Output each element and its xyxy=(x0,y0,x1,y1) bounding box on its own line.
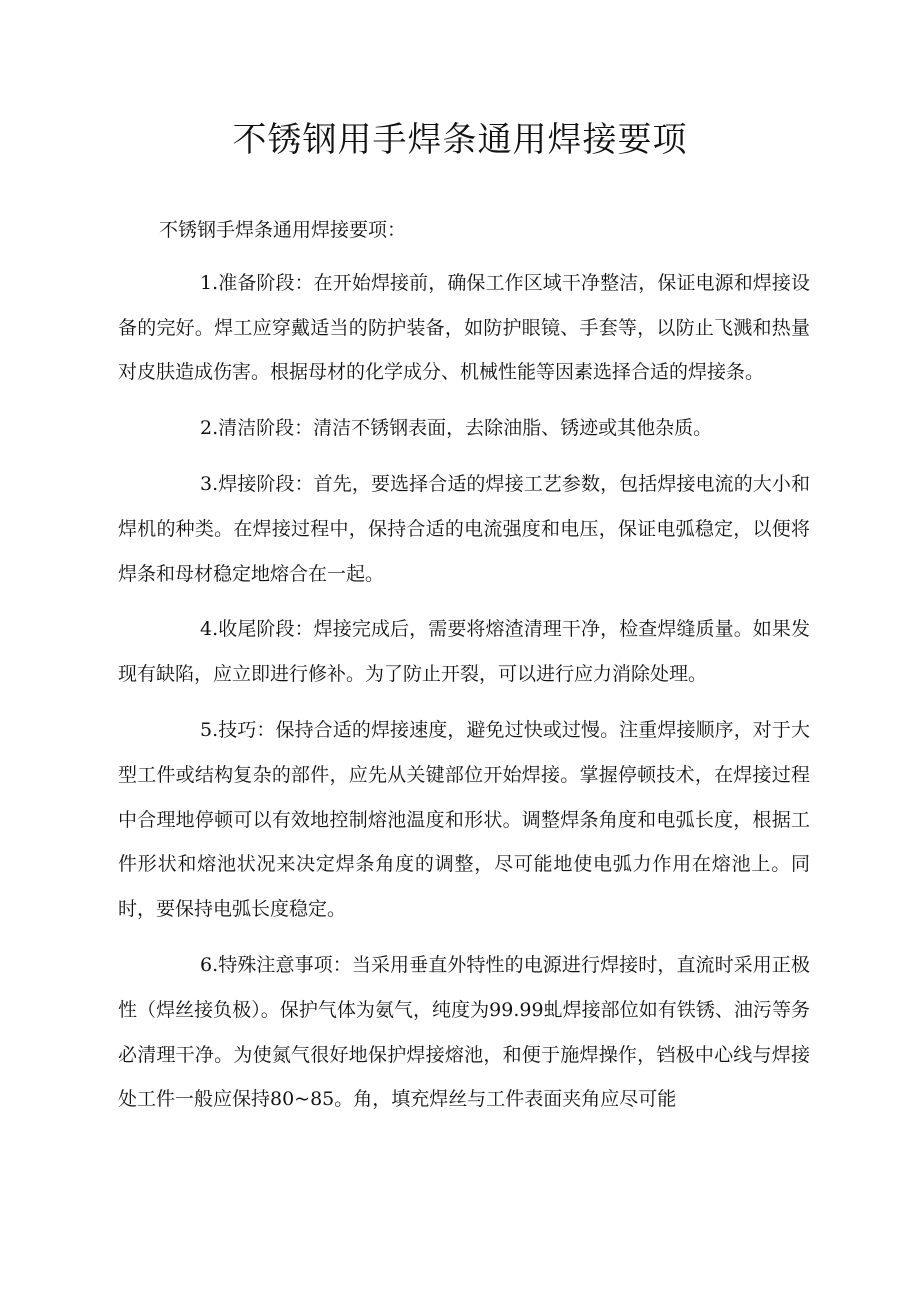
item-number: 5 xyxy=(200,718,213,741)
intro-paragraph: 不锈钢手焊条通用焊接要项： xyxy=(159,219,407,241)
item-text: .清洁阶段：清洁不锈钢表面，去除油脂、锈迹或其他杂质。 xyxy=(212,417,713,440)
document-body xyxy=(118,208,810,1133)
item-number: 3 xyxy=(200,472,213,495)
item-paragraph-4 xyxy=(118,607,810,697)
item-text: .技巧：保持合适的焊接速度，避免过快或过慢。注重焊接顺序，对于大型工件或结构复杂的部件，应先从关键部位开始焊接。掌握停顿技术，在焊接过程中合理地停顿可以有效地控制熔池温度和形状。调整焊条角度和电弧长度，根据工件形状和熔池状况来决定焊条角度的调整，尽可能地使电弧力作用在熔池上。同时，要保持电弧长度稳定。 xyxy=(118,718,810,921)
item-paragraph-3 xyxy=(118,462,810,596)
item-text: .特殊注意事项：当采用垂直外特性的电源进行焊接时，直流时采用正极性（焊丝接负极）。保护气体为氨气，纯度为99.99虬焊接部位如有铁锈、油污等务必清理干净。为使氮气很好地保护焊接熔池，和便于施焊操作，铛极中心线与焊接处工件一般应保持80~85。角，填充焊丝与工件表面夹角应尽可能 xyxy=(118,953,810,1111)
item-number: 2 xyxy=(200,417,213,440)
item-text: .焊接阶段：首先，要选择合适的焊接工艺参数，包括焊接电流的大小和焊机的种类。在焊接过程中，保持合适的电流强度和电压，保证电弧稳定，以便将焊条和母材稳定地熔合在一起。 xyxy=(118,472,810,585)
item-number: 6 xyxy=(200,953,213,976)
item-number: 1 xyxy=(200,271,213,294)
item-number: 4 xyxy=(200,618,213,641)
item-paragraph-5 xyxy=(118,708,810,932)
item-text: .收尾阶段：焊接完成后，需要将熔渣清理干净，检查焊缝质量。如果发现有缺陷，应立即进行修补。为了防止开裂，可以进行应力消除处理。 xyxy=(118,618,810,686)
item-paragraph-2 xyxy=(118,406,810,451)
item-paragraph-6 xyxy=(118,943,810,1122)
document-title: 不锈钢用手焊条通用焊接要项 xyxy=(232,120,688,160)
item-paragraph-1 xyxy=(118,261,810,395)
item-text: .准备阶段：在开始焊接前，确保工作区域干净整洁，保证电源和焊接设备的完好。焊工应穿戴适当的防护装备，如防护眼镜、手套等，以防止飞溅和热量对皮肤造成伤害。根据母材的化学成分、机械性能等因素选择合适的焊接条。 xyxy=(118,271,810,384)
